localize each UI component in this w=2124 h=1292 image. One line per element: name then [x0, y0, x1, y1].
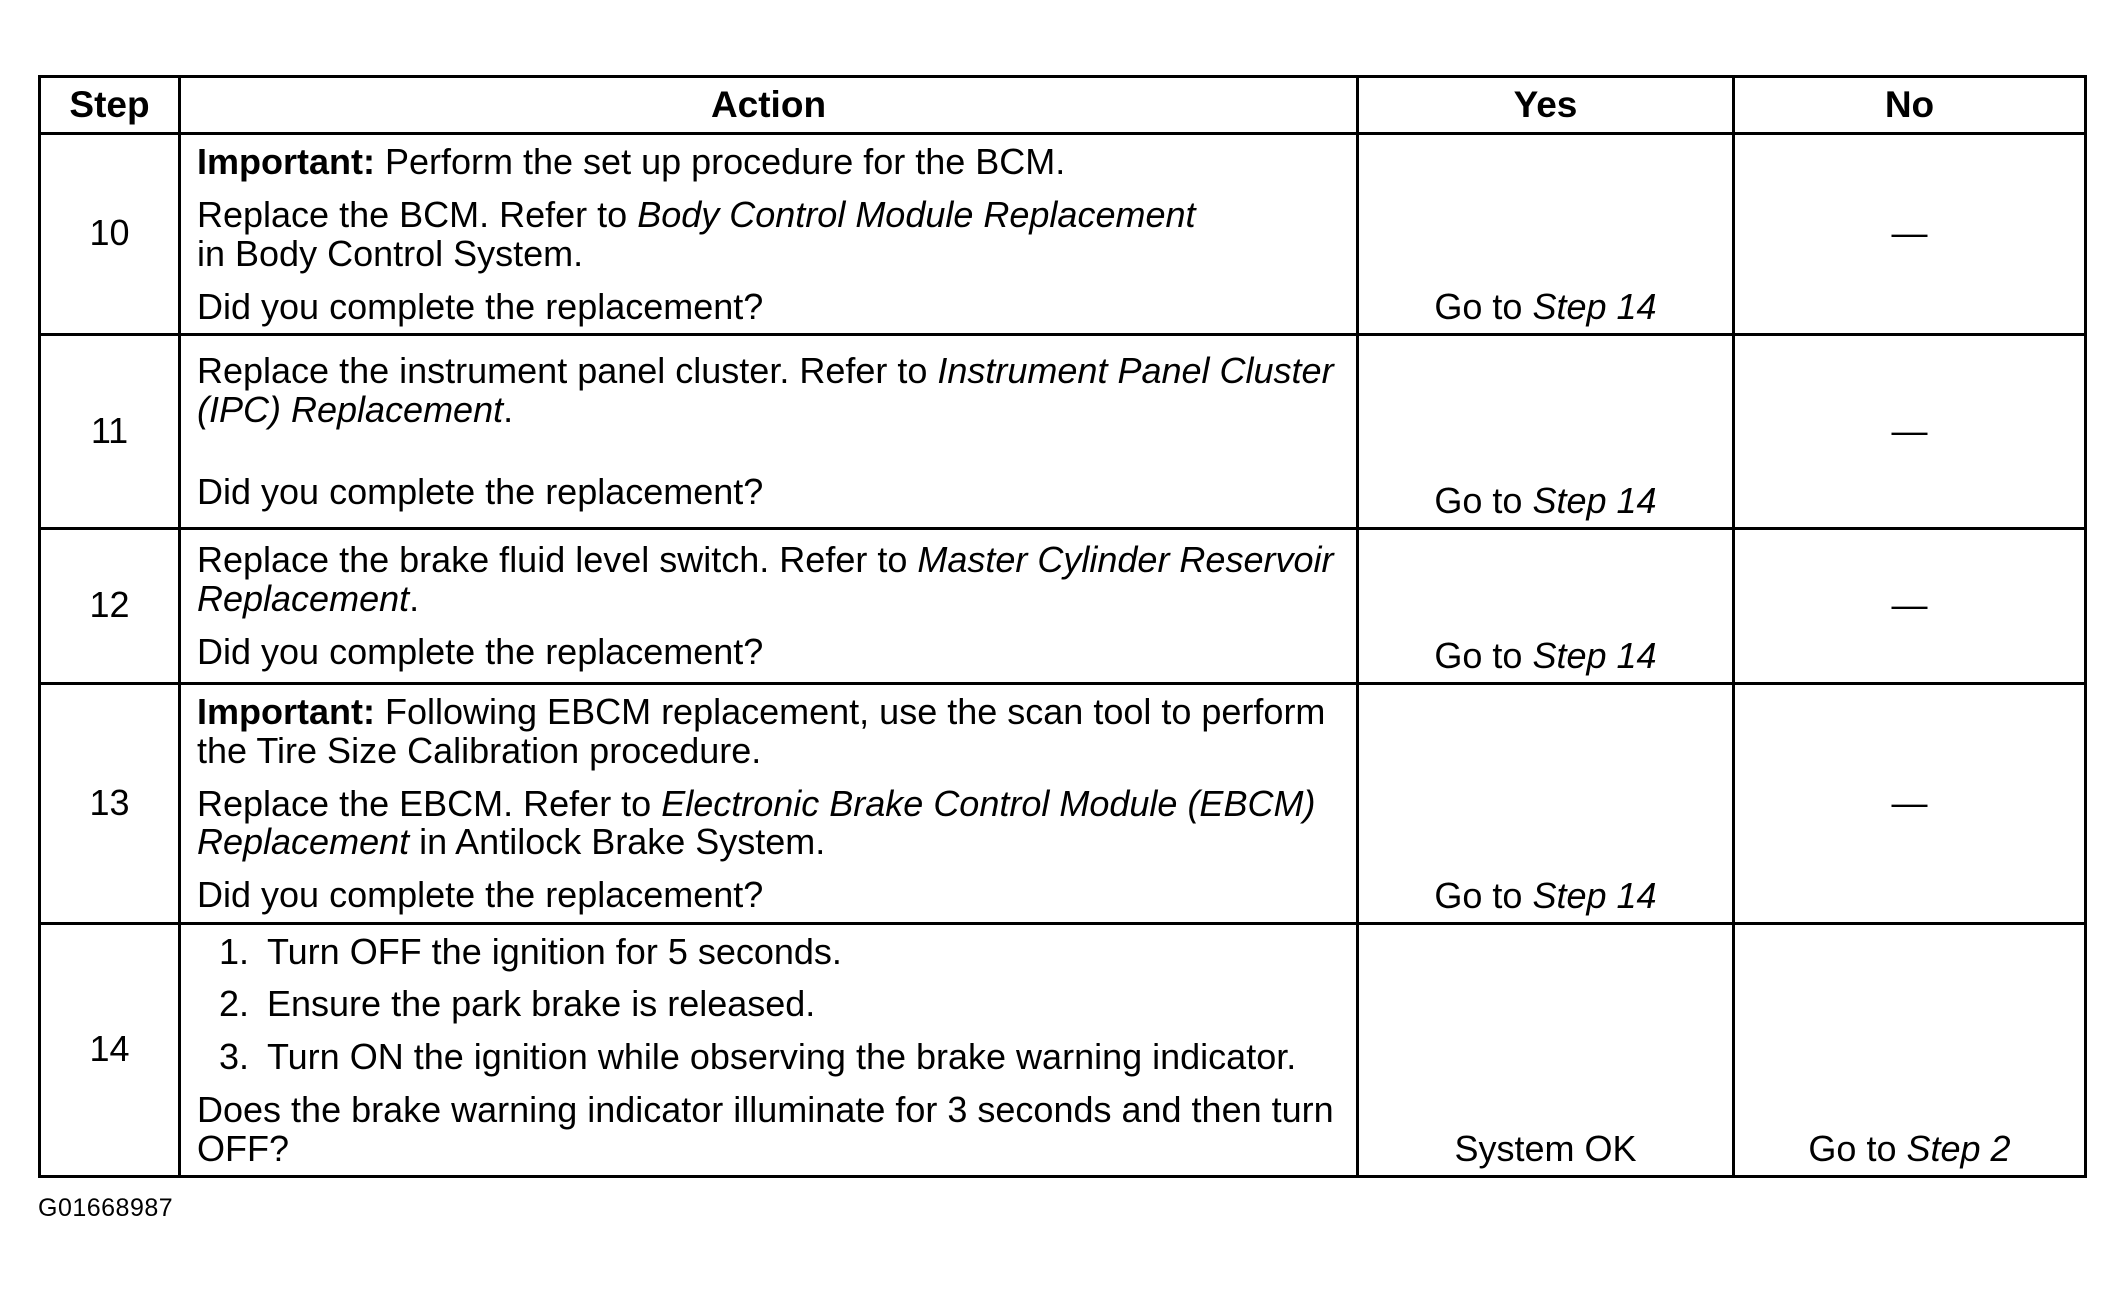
yes-goto — [1359, 634, 1732, 676]
step-number: 11 — [40, 334, 180, 528]
important-label: Important: — [197, 141, 375, 182]
important-text: Perform the set up procedure for the BCM. — [374, 141, 1066, 182]
spacer — [197, 443, 1344, 473]
no-dash: — — [1891, 212, 1928, 254]
reference-title: Instrument Panel Cluster (IPC) Replacement — [197, 349, 1334, 430]
table-header-row — [40, 77, 2086, 134]
diagnostic-table — [38, 75, 2087, 1178]
question-text: Did you complete the replacement? — [197, 471, 764, 513]
yes-cell — [1358, 334, 1734, 528]
step-number: 14 — [40, 923, 180, 1176]
no-cell — [1734, 528, 2086, 683]
reference-title: Electronic Brake Control Module (EBCM) Replacement — [197, 782, 1316, 863]
action-cell — [180, 923, 1358, 1176]
replace-prefix: Replace the BCM. Refer to — [197, 193, 638, 235]
goto-step-ref: Step 14 — [1532, 479, 1657, 521]
header-no: No — [1734, 77, 2086, 134]
check-steps-list — [197, 930, 1344, 1078]
no-dash: — — [1891, 584, 1928, 626]
replace-suffix: in Body Control System. — [197, 232, 584, 274]
yes-cell — [1358, 683, 1734, 923]
step-number: 12 — [40, 528, 180, 683]
no-dash: — — [1891, 409, 1928, 451]
yes-cell — [1358, 923, 1734, 1176]
action-cell — [180, 683, 1358, 923]
replace-instruction — [197, 782, 1344, 863]
yes-cell — [1358, 528, 1734, 683]
goto-step-ref: Step 2 — [1906, 1128, 2011, 1169]
reference-title: Master Cylinder Reservoir Replacement — [197, 539, 1334, 620]
question-text: Did you complete the replacement? — [197, 285, 764, 327]
yes-cell — [1358, 134, 1734, 335]
header-step: Step — [40, 77, 180, 134]
goto-prefix: Go to — [1434, 634, 1533, 676]
no-dash: — — [1891, 781, 1928, 823]
goto-step-ref: Step 14 — [1532, 874, 1657, 916]
no-cell — [1734, 923, 2086, 1176]
yes-goto — [1359, 479, 1732, 521]
no-cell — [1734, 134, 2086, 335]
replace-prefix: Replace the instrument panel cluster. Refer to — [197, 349, 938, 391]
goto-step-ref: Step 14 — [1532, 634, 1657, 676]
question-text: Did you complete the replacement? — [197, 630, 764, 672]
action-cell — [180, 528, 1358, 683]
replace-suffix: . — [409, 578, 420, 620]
header-action: Action — [180, 77, 1358, 134]
yes-result: System OK — [1454, 1128, 1637, 1169]
goto-prefix: Go to — [1808, 1128, 1907, 1169]
yes-goto — [1359, 874, 1732, 916]
list-item: 1. Turn OFF the ignition for 5 seconds. — [259, 933, 1344, 972]
replace-instruction — [197, 193, 1344, 274]
question-text: Did you complete the replacement? — [197, 874, 764, 916]
step-number: 10 — [40, 134, 180, 335]
goto-prefix: Go to — [1434, 874, 1533, 916]
list-item: 2. Ensure the park brake is released. — [259, 985, 1344, 1024]
list-item: 3. Turn ON the ignition while observing the brake warning indicator. — [259, 1038, 1344, 1077]
table-row — [40, 334, 2086, 528]
step-number: 13 — [40, 683, 180, 923]
replace-suffix: in Antilock Brake System. — [409, 821, 826, 863]
important-label: Important: — [197, 690, 375, 732]
replace-prefix: Replace the EBCM. Refer to — [197, 782, 662, 824]
yes-goto — [1359, 285, 1732, 327]
goto-prefix: Go to — [1434, 479, 1533, 521]
no-cell — [1734, 334, 2086, 528]
action-cell — [180, 334, 1358, 528]
question-text: Does the brake warning indicator illuminate for 3 seconds and then turn OFF? — [197, 1089, 1334, 1169]
table-row — [40, 683, 2086, 923]
replace-suffix: . — [503, 388, 514, 430]
important-note — [197, 690, 1344, 771]
no-cell — [1734, 683, 2086, 923]
header-yes: Yes — [1358, 77, 1734, 134]
replace-prefix: Replace the brake fluid level switch. Refer to — [197, 539, 918, 581]
table-row — [40, 134, 2086, 335]
important-note — [197, 143, 1344, 182]
goto-prefix: Go to — [1434, 285, 1533, 327]
no-goto — [1735, 1130, 2084, 1169]
goto-step-ref: Step 14 — [1532, 285, 1657, 327]
figure-id: G01668987 — [38, 1194, 174, 1222]
replace-instruction — [197, 541, 1344, 619]
important-text: Following EBCM replacement, use the scan tool to perform the Tire Size Calibration procedure. — [197, 690, 1326, 771]
table-row — [40, 528, 2086, 683]
replace-instruction — [197, 349, 1344, 430]
reference-title: Body Control Module Replacement — [637, 193, 1196, 235]
action-cell — [180, 134, 1358, 335]
table-row — [40, 923, 2086, 1176]
